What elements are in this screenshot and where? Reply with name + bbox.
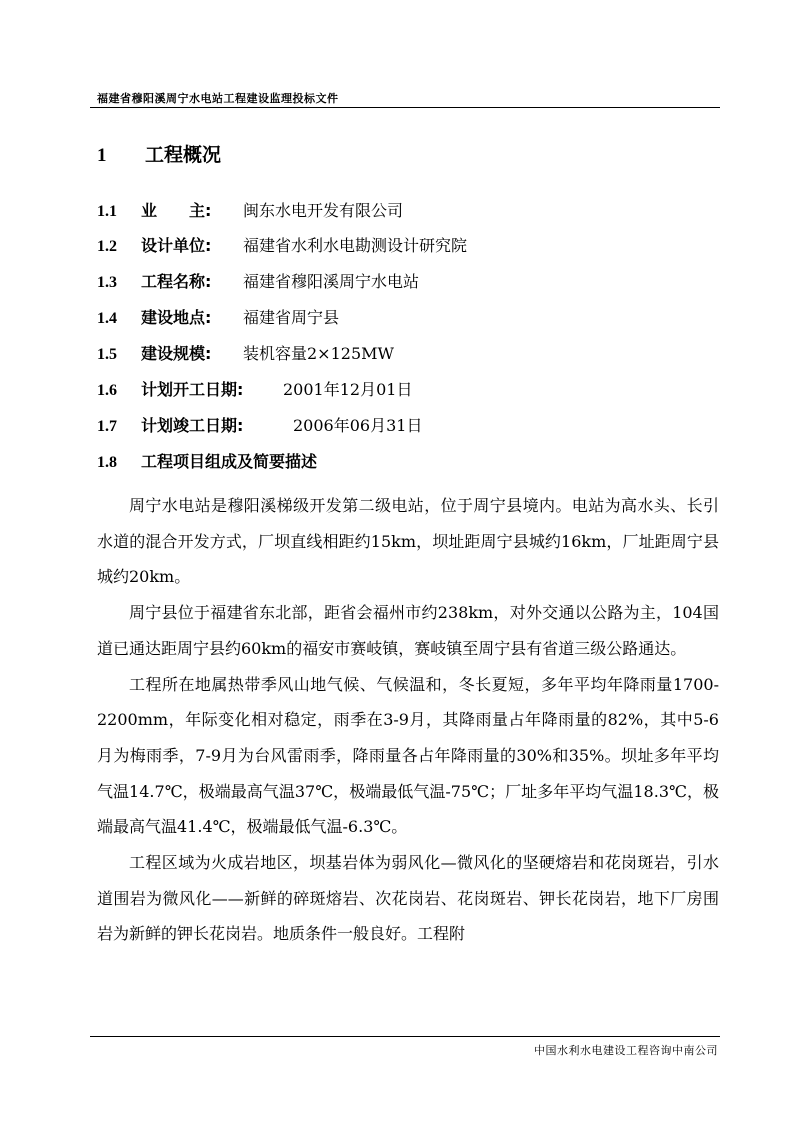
info-item-owner <box>97 200 403 223</box>
item-label: 建设地点: <box>141 308 212 327</box>
paragraph-geology: 工程区域为火成岩地区，坝基岩体为弱风化—微风化的坚硬熔岩和花岗斑岩，引水道围岩为微风化——新鲜的碎斑熔岩、次花岗岩、花岗斑岩、钾长花岗岩，地下厂房围岩为新鲜的钾长花岗岩。地质条件一般良好。工程附 <box>97 853 719 944</box>
item-value: 福建省穆阳溪周宁水电站 <box>243 272 420 291</box>
item-number: 1.1 <box>97 203 117 220</box>
section-number: 1 <box>97 145 107 166</box>
item-number: 1.6 <box>97 382 117 399</box>
paragraph-climate: 工程所在地属热带季风山地气候、气候温和，冬长夏短，多年平均年降雨量1700-2200mm，年际变化相对稳定，雨季在3-9月，其降雨量占年降雨量的82%，其中5-6月为梅雨季，7-9月为台风雷雨季，降雨量各占年降雨量的30%和35%。坝址多年平均气温14.7℃，极端最高气温37℃，极端最低气温-75℃；厂址多年平均气温18.3℃，极端最高气温41.4℃，极端最低气温-6.3℃。 <box>97 674 719 837</box>
item-number: 1.2 <box>97 238 117 255</box>
header-divider <box>90 107 720 108</box>
description-body <box>97 488 719 952</box>
item-value: 福建省水利水电勘测设计研究院 <box>243 236 468 255</box>
item-label: 建设规模: <box>141 344 212 363</box>
item-label: 计划竣工日期: <box>141 416 244 435</box>
item-value: 闽东水电开发有限公司 <box>243 201 404 220</box>
section-title: 工程概况 <box>145 144 222 166</box>
info-item-start-date <box>97 379 412 402</box>
page-header-title: 福建省穆阳溪周宁水电站工程建设监理投标文件 <box>97 92 339 105</box>
footer-divider <box>90 1036 720 1037</box>
info-item-scale <box>97 343 394 366</box>
item-number: 1.3 <box>97 274 117 291</box>
item-label: 工程项目组成及简要描述 <box>141 452 318 471</box>
page-footer-org: 中国水利水电建设工程咨询中南公司 <box>534 1044 718 1057</box>
paragraph-overview: 周宁水电站是穆阳溪梯级开发第二级电站，位于周宁县境内。电站为高水头、长引水道的混合开发方式，厂坝直线相距约15km，坝址距周宁县城约16km，厂址距周宁县城约20km。 <box>97 496 719 587</box>
info-item-project-name <box>97 271 419 294</box>
item-number: 1.7 <box>97 418 117 435</box>
info-item-end-date <box>97 415 422 438</box>
item-value: 2006年06月31日 <box>293 416 423 435</box>
item-number: 1.4 <box>97 310 117 327</box>
item-label: 计划开工日期: <box>141 380 244 399</box>
paragraph-location: 周宁县位于福建省东北部，距省会福州市约238km，对外交通以公路为主，104国道已通达距周宁县约60km的福安市赛岐镇，赛岐镇至周宁县有省道三级公路通达。 <box>97 603 719 658</box>
item-label: 业 主: <box>141 201 212 220</box>
item-number: 1.8 <box>97 454 117 471</box>
item-label: 工程名称: <box>141 272 212 291</box>
info-item-composition <box>97 451 317 474</box>
item-value: 装机容量2×125MW <box>243 344 394 363</box>
item-number: 1.5 <box>97 346 117 363</box>
item-value: 福建省周宁县 <box>243 308 340 327</box>
item-value: 2001年12月01日 <box>283 380 413 399</box>
section-heading <box>97 140 221 167</box>
item-label: 设计单位: <box>141 236 212 255</box>
info-item-location <box>97 307 339 330</box>
info-item-designer <box>97 235 467 258</box>
